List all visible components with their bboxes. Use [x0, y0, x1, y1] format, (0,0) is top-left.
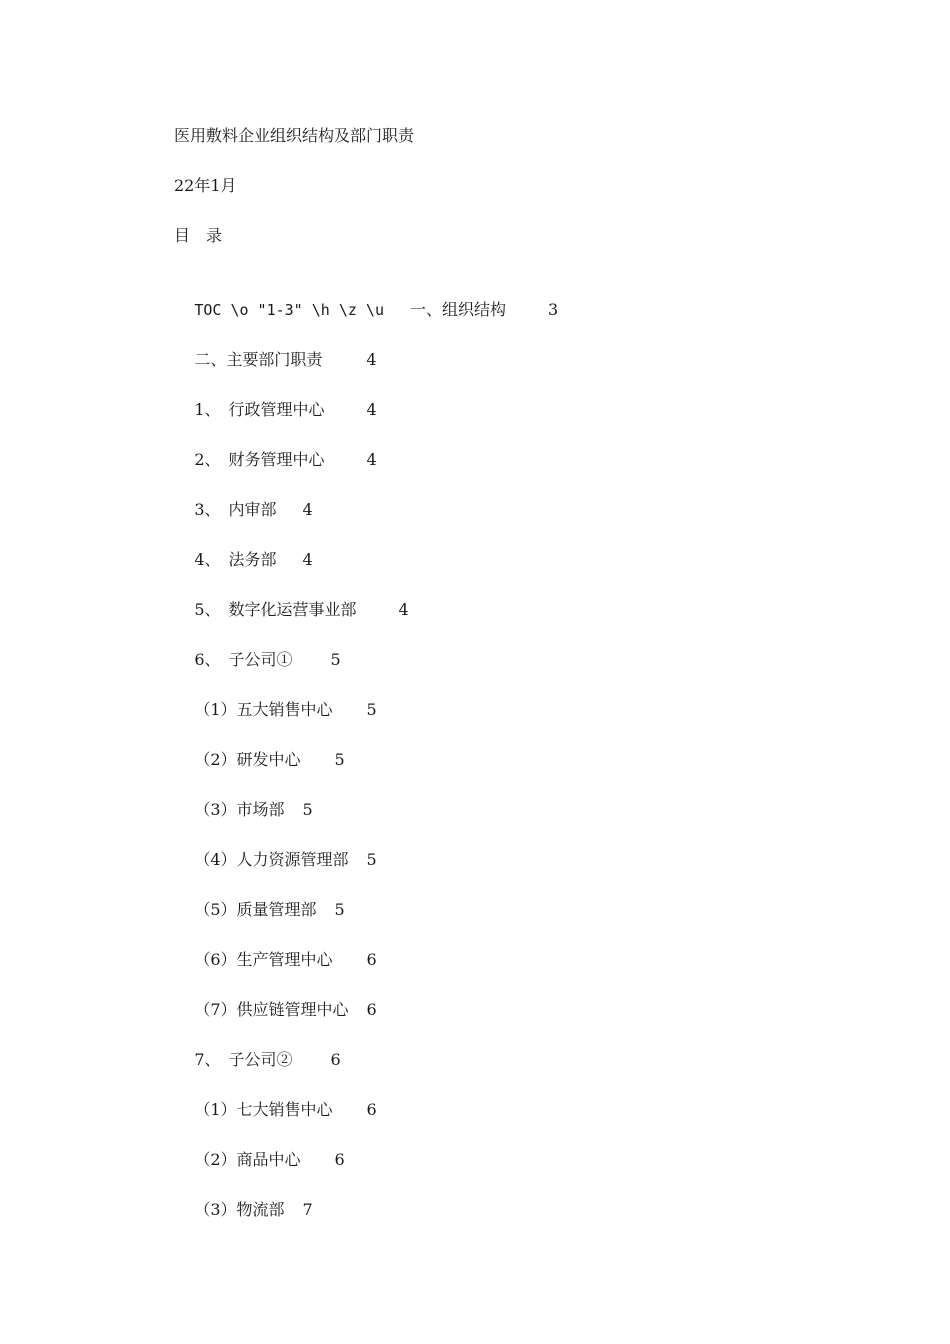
toc-entry[interactable] [174, 424, 377, 469]
toc-entry-label: （4）人力资源管理部 [194, 850, 349, 869]
toc-entry[interactable] [174, 824, 377, 869]
toc-entry[interactable] [174, 524, 313, 569]
toc-entry-label: 5、 数字化运营事业部 [194, 600, 357, 619]
toc-entry-label: （1）七大销售中心 [194, 1100, 333, 1119]
toc-entry-label: （5）质量管理部 [194, 900, 317, 919]
toc-entry[interactable] [174, 974, 377, 1019]
toc-entry-page: 4 [366, 450, 377, 469]
toc-entry[interactable] [174, 374, 377, 419]
toc-entry-label: 2、 财务管理中心 [194, 450, 325, 469]
toc-entry-label: （3）市场部 [194, 800, 285, 819]
document-date: 22年1月 [174, 176, 237, 195]
toc-entry-page: 5 [334, 900, 345, 919]
toc-entry-page: 5 [330, 650, 341, 669]
toc-entry[interactable] [174, 324, 377, 369]
toc-entry[interactable] [174, 924, 377, 969]
toc-entry[interactable] [174, 774, 313, 819]
toc-entry-page: 5 [334, 750, 345, 769]
toc-entry-page: 4 [366, 350, 377, 369]
toc-entry-label: （6）生产管理中心 [194, 950, 333, 969]
toc-entry-page: 5 [302, 800, 313, 819]
toc-entry-page: 6 [366, 1100, 377, 1119]
toc-entry[interactable] [174, 1124, 345, 1169]
toc-entry[interactable] [174, 1174, 313, 1219]
toc-entry[interactable] [174, 674, 377, 719]
toc-entry-label: （7）供应链管理中心 [194, 1000, 349, 1019]
toc-entry-page: 7 [302, 1200, 313, 1219]
toc-entry-page: 6 [366, 1000, 377, 1019]
toc-entry-page: 4 [302, 500, 313, 519]
toc-entry-label: （2）研发中心 [194, 750, 301, 769]
toc-entry-page: 4 [366, 400, 377, 419]
toc-entry-label: 一、组织结构 [410, 300, 507, 319]
toc-entry[interactable] [174, 1074, 377, 1119]
toc-entry[interactable] [174, 624, 341, 669]
toc-entry-label: 二、主要部门职责 [194, 350, 323, 369]
toc-entry-label: 3、 内审部 [194, 500, 277, 519]
toc-entry-label: 7、 子公司② [194, 1050, 293, 1069]
toc-entry-page: 4 [302, 550, 313, 569]
toc-entry-page: 5 [366, 700, 377, 719]
document-title: 医用敷料企业组织结构及部门职责 [174, 126, 415, 145]
toc-entry-label: 6、 子公司① [194, 650, 293, 669]
toc-field-code: TOC \o "1-3" \h \z \u [194, 301, 384, 319]
toc-entry-page: 6 [366, 950, 377, 969]
toc-entry-label: 4、 法务部 [194, 550, 277, 569]
toc-entry-page: 6 [330, 1050, 341, 1069]
toc-entry[interactable] [174, 574, 409, 619]
toc-entry-label: 1、 行政管理中心 [194, 400, 325, 419]
toc-entry-page: 3 [548, 300, 559, 319]
toc-entry-label: （2）商品中心 [194, 1150, 301, 1169]
toc-entry[interactable] [174, 724, 345, 769]
toc-entry[interactable] [174, 1024, 341, 1069]
toc-heading: 目 录 [174, 226, 223, 245]
toc-entry[interactable] [174, 874, 345, 919]
toc-entry-page: 6 [334, 1150, 345, 1169]
toc-entry[interactable] [174, 274, 559, 319]
toc-entry[interactable] [174, 474, 313, 519]
toc-entry-label: （3）物流部 [194, 1200, 285, 1219]
toc-entry-page: 5 [366, 850, 377, 869]
toc-entry-label: （1）五大销售中心 [194, 700, 333, 719]
toc-entry-page: 4 [398, 600, 409, 619]
